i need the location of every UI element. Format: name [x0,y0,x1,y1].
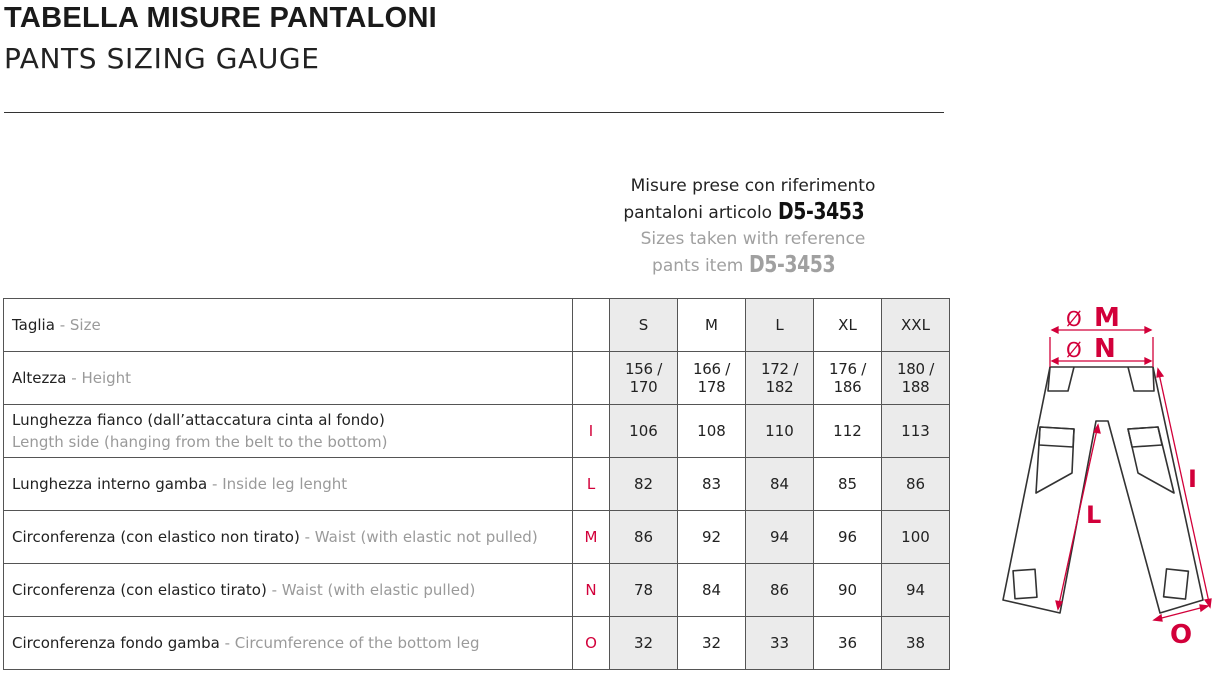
reference-it-line2 [598,199,908,226]
label-en: Length side (hanging from the belt to the bottom) [12,433,388,451]
label-it: Taglia [12,316,55,334]
value-cell: 113 [882,405,950,458]
reference-en-code: D5-3453 [748,252,836,278]
value-cell: 108 [678,405,746,458]
header-divider [4,112,944,113]
value-cell: 32 [610,617,678,670]
height-cell: 176 / 186 [814,352,882,405]
diagram-label-o: O [1170,620,1193,650]
measure-letter: M [573,511,610,564]
label-sep: - [219,634,235,652]
reference-it-line1: Misure prese con riferimento [630,176,876,196]
measure-letter: N [573,564,610,617]
label-sep: - [207,475,223,493]
height-cell: 156 / 170 [610,352,678,405]
measure-letter: O [573,617,610,670]
measure-letter: L [573,458,610,511]
page-subtitle: PANTS SIZING GAUGE [4,42,320,75]
value-cell: 84 [746,458,814,511]
reference-note-english [598,226,908,279]
waist-pulled-label [4,564,573,617]
value-cell: 33 [746,617,814,670]
table-row-waist-pulled [4,564,950,617]
value-cell: 84 [678,564,746,617]
reference-en-line2 [598,252,908,279]
label-en: Waist (with elastic not pulled) [314,528,538,546]
value-cell: 32 [678,617,746,670]
value-cell: 85 [814,458,882,511]
bottom-leg-label [4,617,573,670]
label-it: Altezza [12,369,67,387]
value-cell: 86 [882,458,950,511]
label-it: Circonferenza fondo gamba [12,634,220,652]
height-cell: 180 / 188 [882,352,950,405]
label-it: Lunghezza fianco (dall’attaccatura cinta al fondo) [12,411,385,429]
label-sep: - [299,528,315,546]
size-table [3,298,950,670]
inside-leg-label [4,458,573,511]
value-cell: 112 [814,405,882,458]
waist-not-pulled-label [4,511,573,564]
table-row-side-length [4,405,950,458]
value-cell: 90 [814,564,882,617]
label-en: Waist (with elastic pulled) [281,581,476,599]
page-title: TABELLA MISURE PANTALONI [4,2,438,34]
value-cell: 36 [814,617,882,670]
value-cell: 82 [610,458,678,511]
value-cell: 110 [746,405,814,458]
reference-note-italian [598,173,908,226]
table-row-size [4,299,950,352]
value-cell: 78 [610,564,678,617]
size-header-cell: L [746,299,814,352]
value-cell: 86 [746,564,814,617]
diameter-icon: Ø [1066,338,1082,362]
height-cell: 172 / 182 [746,352,814,405]
letter-cell [573,299,610,352]
label-sep: - [66,369,82,387]
label-en: Inside leg lenght [222,475,348,493]
measure-letter: I [573,405,610,458]
diagram-label-n: N [1094,334,1116,364]
table-row-height [4,352,950,405]
label-sep: - [266,581,282,599]
value-cell: 38 [882,617,950,670]
label-en: Height [81,369,132,387]
label-sep: - [54,316,70,334]
side-length-label [4,405,573,458]
size-row-label [4,299,573,352]
height-cell: 166 / 178 [678,352,746,405]
label-en: Circumference of the bottom leg [234,634,480,652]
reference-en-text: pants item [652,256,744,276]
reference-it-code: D5-3453 [777,199,864,225]
value-cell: 94 [746,511,814,564]
value-cell: 92 [678,511,746,564]
size-header-cell: XL [814,299,882,352]
reference-en-line1: Sizes taken with reference [640,229,866,249]
size-header-cell: S [610,299,678,352]
value-cell: 100 [882,511,950,564]
table-row-bottom-leg [4,617,950,670]
diagram-label-l: L [1086,501,1102,529]
size-header-cell: XXL [882,299,950,352]
diameter-icon: Ø [1066,307,1082,331]
size-header-cell: M [678,299,746,352]
value-cell: 86 [610,511,678,564]
value-cell: 106 [610,405,678,458]
value-cell: 96 [814,511,882,564]
diagram-label-i: I [1188,465,1197,493]
pants-diagram [990,295,1220,655]
pants-outline-icon [1003,367,1203,613]
diagram-label-m: M [1094,303,1120,333]
letter-cell [573,352,610,405]
label-it: Circonferenza (con elastico non tirato) [12,528,300,546]
table-row-waist-not-pulled [4,511,950,564]
reference-it-text: pantaloni articolo [623,203,773,223]
value-cell: 94 [882,564,950,617]
height-row-label [4,352,573,405]
label-it: Lunghezza interno gamba [12,475,208,493]
label-it: Circonferenza (con elastico tirato) [12,581,267,599]
value-cell: 83 [678,458,746,511]
label-en: Size [69,316,101,334]
table-row-inside-leg [4,458,950,511]
